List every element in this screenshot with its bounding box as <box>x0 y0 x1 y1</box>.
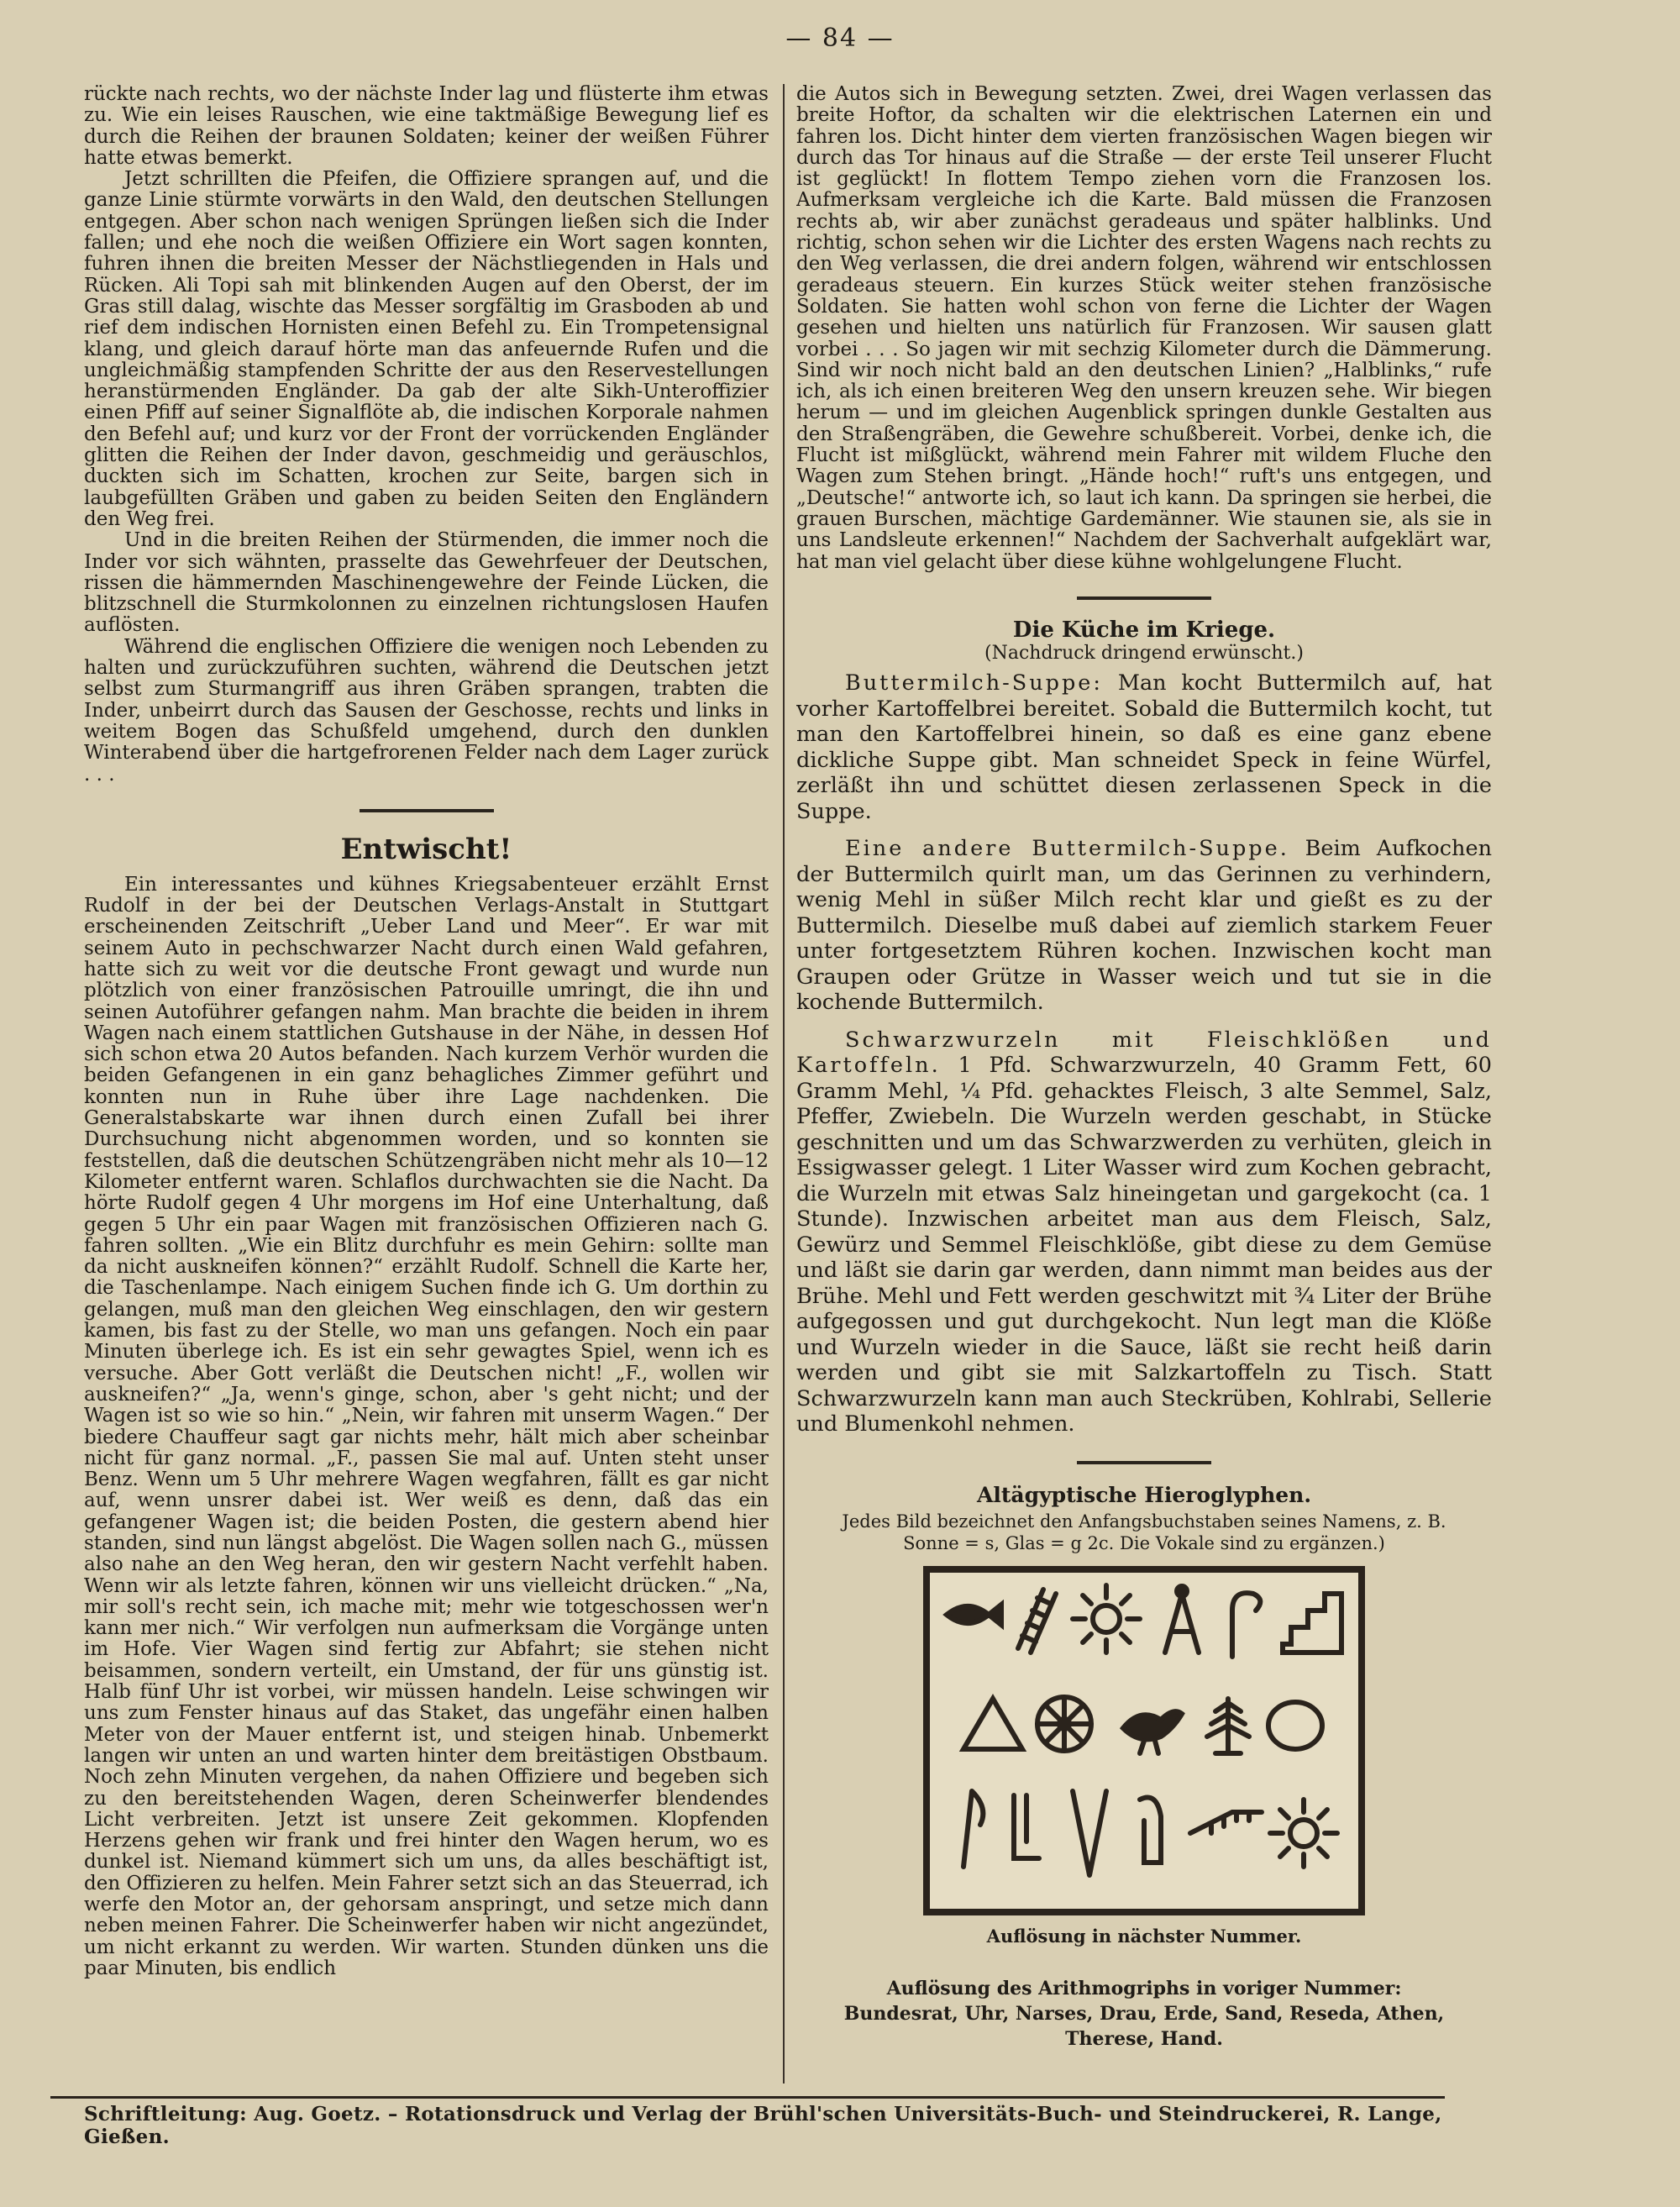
compass-icon <box>1165 1586 1199 1653</box>
fish-icon <box>947 1605 1001 1625</box>
section-divider <box>1077 596 1211 600</box>
hieroglyphs-desc-line: Jedes Bild bezeichnet den Anfangsbuchstaben seines Namens, z. B. <box>842 1511 1446 1532</box>
hieroglyphs-desc-line: Sonne = s, Glas = g 2c. Die Vokale sind zu ergänzen.) <box>903 1533 1385 1554</box>
solution-line: Bundesrat, Uhr, Narses, Drau, Erde, Sand, Reseda, Athen, <box>843 2002 1445 2025</box>
bottle-icon <box>1140 1798 1161 1863</box>
article-paragraph: Ein interessantes und kühnes Kriegsabenteuer erzählt Ernst Rudolf in der bei der Deutschen Verlags-Anstalt in Stuttgart erscheinenden Zeitschrift „Ueber Land und Meer“. Er war mit seinem Auto in pechschwarzer Nacht durch einen Wald gefahren, hatte sich zu weit vor die deutsche Front gewagt und wurde nun plötzlich von einer französischen Patrouille umringt, die ihn und seinen Autoführer gefangen nahm. Man brachte die beiden in ihrem Wagen nach einem stattlichen Gutshause in der Nähe, in dessen Hof sich schon etwa 20 Autos befanden. Nach kurzem Verhör wurden die beiden Gefangenen in ein ganz behagliches Zimmer geführt und konnten nun in Ruhe über ihre Lage nachdenken. Die Generalstabskarte war ihnen durch einen Zufall bei ihrer Durchsuchung nicht abgenommen worden, und so konnten sie feststellen, daß die deutschen Schützengräben nicht mehr als 10—12 Kilometer entfernt waren. Schlaflos durchwachten sie die Nacht. Da hörte Rudolf gegen 4 Uhr morgens im Hof eine Unterhaltung, daß gegen 5 Uhr ein paar Wagen mit französischen Offizieren nach G. fahren sollten. „Wie ein Blitz durchfuhr es mein Gehirn: sollte man da nicht auskneifen können?“ erzählt Rudolf. Schnell die Karte her, die Taschenlampe. Nach einigem Suchen finde ich G. Um dorthin zu gelangen, muß man den gleichen Weg einschlagen, den wir gestern kamen, bis fast zu der Stelle, wo man uns gefangen. Noch ein paar Minuten überlege ich. Es ist ein sehr gewagtes Spiel, wenn ich es versuche. Aber Gott verläßt die Deutschen nicht! „F., wollen wir auskneifen?“ „Ja, wenn's ginge, schon, aber 's geht nicht; und der Wagen ist so wie so hin.“ „Nein, wir fahren mit unserm Wagen.“ Der biedere Chauffeur sagt gar nichts mehr, hält mich aber scheinbar nicht für ganz normal. „F., passen Sie mal auf. Unten steht unser Benz. Wenn um 5 Uhr mehrere Wagen wegfahren, fällt es gar nicht auf, wenn unsrer dabei ist. Wer weiß es denn, daß das ein gefangener Wagen ist; die beiden Posten, die gestern abend hier standen, sind nun längst abgelöst. Die Wagen sollen nach G., müssen also nahe an den Weg heran, den wir gestern Nacht verfehlt haben. Wenn wir als letzte fahren, können wir uns vielleicht drücken.“ „Na, mir soll's recht sein, ich mache mit; mehr wie totgeschossen wer'n kann mer nich.“ Wir verfolgen nun aufmerksam die Vorgänge unten im Hofe. Vier Wagen sind fertig zur Abfahrt; sie stehen nicht beisammen, sondern verteilt, ein Umstand, der für uns günstig ist. Halb fünf Uhr ist vorbei, wir müssen handeln. Leise schwingen wir uns zum Fenster hinaus auf das Staket, das ungefähr einen halben Meter von der Mauer entfernt ist, und steigen hinab. Unbemerkt langen wir unten an und warten hinter dem breitästigen Obstbaum. Noch zehn Minuten vergehen, da nahen Offiziere und begeben sich zu den bereitstehenden Wagen, deren Scheinwerfer blendendes Licht verbreiten. Jetzt ist unsere Zeit gekommen. Klopfenden Herzens gehen wir frank und frei hinter den Wagen herum, wo es dunkel ist. Niemand kümmert sich um uns, da alles beschäftigt ist, den Offizieren zu helfen. Mein Fahrer setzt sich an das Steuerrad, ich werfe den Motor an, der gehorsam anspringt, und setze mich dann neben meinen Fahrer. Die Scheinwerfer haben wir nicht angezündet, um nicht erkannt zu werden. Wir warten. Stunden dünken uns die paar Minuten, bis endlich <box>84 873 769 1979</box>
article-continuation: die Autos sich in Bewegung setzten. Zwei, drei Wagen verlassen das breite Hoftor, da schalten wir die elektrischen Laternen ein und fahren los. Dicht hinter dem vierten französischen Wagen biegen wir durch das Tor hinaus auf die Straße — der erste Teil unserer Flucht ist geglückt! In flottem Tempo ziehen vorn die Franzosen los. Aufmerksam vergleiche ich die Karte. Bald müssen die Franzosen rechts ab, wir aber zunächst geradeaus und später halblinks. Und richtig, schon sehen wir die Lichter des ersten Wagens nach rechts zu den Weg verlassen, die drei andern folgen, während wir entschlossen geradeaus steuern. Ein kurzes Stück weiter stehen französische Soldaten. Sie hatten wohl schon von ferne die Lichter der Wagen gesehen und hielten uns natürlich für Franzosen. Wir sausen glatt vorbei . . . So jagen wir mit sechzig Kilometer durch die Dämmerung. Sind wir noch nicht bald an den deutschen Linien? „Halblinks,“ rufe ich, als ich einen breiteren Weg den unsern kreuzen sehe. Wir biegen herum — und im gleichen Augenblick springen dunkle Gestalten aus den Straßengräben, die Gewehre schußbereit. Vorbei, denke ich, die Flucht ist mißglückt, während mein Fahrer mit wildem Fluche den Wagen zum Stehen bringt. „Hände hoch!“ ruft's uns entgegen, und „Deutsche!“ antworte ich, so laut ich kann. Da springen sie herbei, die grauen Burschen, mächtige Gardemänner. Wie staunen sie, als sie in uns Landsleute erkennen!“ Nachdem der Sachverhalt aufgeklärt war, hat man viel gelacht über diese kühne wohlgelungene Flucht. <box>796 84 1492 573</box>
kitchen-note: (Nachdruck dringend erwünscht.) <box>984 643 1304 665</box>
story-paragraph: rückte nach rechts, wo der nächste Inder lag und flüsterte ihm etwas zu. Wie ein leises Rauschen, wie eine taktmäßige Bewegung lief es durch die Reihen der braunen Soldaten; keiner der weißen Führer hatte etwas bemerkt. <box>84 84 769 169</box>
recipe-text: Beim Aufkochen der Buttermilch quirlt man, um das Gerinnen zu verhindern, wenig Mehl in süßer Milch recht klar und gießt es zu der Buttermilch. Dieselbe muß dabei auf ziemlich starkem Feuer unter fortgesetztem Rühren kochen. Inzwischen kocht man Graupen oder Grütze in Wasser weich und tut sie in die kochende Buttermilch. <box>796 836 1492 1016</box>
triangle-icon <box>963 1699 1022 1749</box>
hieroglyph-puzzle-image <box>923 1566 1365 1915</box>
stairs-icon <box>1283 1594 1341 1653</box>
story-paragraph: Während die englischen Offiziere die wenigen noch Lebenden zu halten und zurückzuführen suchten, während die Deutschen jetzt selbst zum Sturmangriff aus ihren Gräben sprangen, trabten die Inder, unbeirrt durch das Sausen der Geschosse, rechts und links in weitem Bogen das Schußfeld umgehend, durch den dunklen Winterabend über die hartgefrorenen Felder nach dem Lager zurück . . . <box>84 635 769 786</box>
hieroglyphs-title: Altägyptische Hieroglyphen. <box>976 1482 1312 1507</box>
section-divider <box>360 809 494 812</box>
story-paragraph: Jetzt schrillten die Pfeifen, die Offiziere sprangen auf, und die ganze Linie stürmte vorwärts in den Wald, den deutschen Stellungen entgegen. Aber schon nach wenigen Sprüngen ließen sich die Inder fallen; und ehe noch die weißen Offiziere ein Wort sagen konnten, fuhren ihnen die breiten Messer der Nächstliegenden in Hals und Rücken. Ali Topi sah mit blinkenden Augen auf den Oberst, der im Gras still dalag, wischte das Messer sorgfältig im Grasboden ab und rief dem indischen Hornisten einen Befehl zu. Ein Trompetensignal klang, und gleich darauf hörte man das anfeuernde Rufen und die ungleichmäßig stampfenden Schritte der aus den Reservestellungen heranstürmenden Engländer. Da gab der alte Sikh-Unteroffizier einen Pfiff auf seiner Signalflöte ab, die indischen Korporale nahmen den Befehl auf; und kurz vor der Front der vorrückenden Engländer glitten die Reihen der Inder davon, geschmeidig und geräuschlos, duckten sich im Schatten, krochen zur Seite, bargen sich in laubgefüllten Gräben und gaben zu beiden Seiten den Engländern den Weg frei. <box>84 168 769 530</box>
ring-icon <box>1268 1702 1322 1749</box>
recipe-name: Buttermilch-Suppe: <box>845 670 1103 696</box>
recipe-item <box>796 670 1492 824</box>
recipe-item <box>796 836 1492 1016</box>
page-number: — 84 — <box>785 24 895 53</box>
kitchen-title: Die Küche im Kriege. <box>1012 617 1276 643</box>
solution-line: Therese, Hand. <box>1065 2027 1223 2050</box>
recipe-text: Man kocht Buttermilch auf, hat vorher Kartoffelbrei bereitet. Sobald die Buttermilch kocht, tut man den Kartoffelbrei hinein, so daß es eine ganz ebene dickliche Suppe gibt. Man schneidet Speck in feine Würfel, zerläßt ihn und schüttet diesen zerlassenen Speck in die Suppe. <box>796 670 1492 824</box>
sun-icon <box>1270 1800 1337 1867</box>
recipe-item <box>796 1027 1492 1437</box>
story-paragraph: Und in die breiten Reihen der Stürmenden, die immer noch die Inder vor sich wähnten, prasselte das Gewehrfeuer der Deutschen, rissen die hämmernden Maschinengewehre der Feinde Lücken, die blitzschnell die Sturmkolonnen zu einzelnen richtungslosen Haufen auflösten. <box>84 529 769 637</box>
section-divider <box>1077 1461 1211 1464</box>
footer-rule <box>50 2096 1445 2099</box>
comb-icon <box>1190 1812 1262 1833</box>
boot-icon <box>1014 1795 1039 1858</box>
previous-solution <box>796 1976 1492 2052</box>
bird-icon <box>1123 1711 1182 1753</box>
recipe-name: Eine andere Buttermilch-Suppe. <box>845 836 1289 862</box>
hieroglyphs-caption: Auflösung in nächster Nummer. <box>986 1926 1302 1947</box>
tree-icon <box>1207 1699 1249 1753</box>
sun-icon <box>1073 1585 1140 1653</box>
left-column <box>84 84 769 2088</box>
wheel-icon <box>1037 1697 1091 1751</box>
column-divider <box>783 84 785 2084</box>
right-column <box>796 84 1492 2134</box>
hook-icon <box>1232 1593 1260 1657</box>
ladder-icon <box>1018 1590 1056 1653</box>
recipe-list <box>796 670 1492 1437</box>
recipe-text: 1 Pfd. Schwarzwurzeln, 40 Gramm Fett, 60 Gramm Mehl, ¼ Pfd. gehacktes Fleisch, 3 alte Semmel, Salz, Pfeffer, Zwiebeln. Die Wurzeln werden geschabt, in Stücke geschnitten und um das Schwarzwerden zu verhüten, gleich in Essigwasser gelegt. 1 Liter Wasser wird zum Kochen gebracht, die Wurzeln mit etwas Salz hineingetan und gargekocht (ca. 1 Stunde). Inzwischen arbeitet man aus dem Fleisch, Salz, Gewürz und Semmel Fleischklöße, gibt diese zu dem Gemüse und läßt sie darin gar werden, dann nimmt man beides aus der Brühe. Mehl und Fett werden geschwitzt mit ¾ Liter der Brühe aufgegossen und gut durchgekocht. Nun legt man die Klöße und Wurzeln wieder in die Sauce, läßt sie recht heiß darin werden und gibt sie mit Salzkartoffeln zu Tisch. Statt Schwarzwurzeln kann man auch Steckrüben, Kohlrabi, Sellerie und Blumenkohl nehmen. <box>796 1053 1492 1437</box>
hand-icon <box>963 1791 983 1867</box>
article-title: Entwischt! <box>340 832 512 866</box>
recipe-name: Schwarzwurzeln mit Fleischklößen und Kartoffeln. <box>796 1027 1492 1079</box>
hieroglyphs-description <box>796 1511 1492 1554</box>
hieroglyph-puzzle-svg <box>930 1573 1358 1909</box>
footer-imprint: Schriftleitung: Aug. Goetz. – Rotationsdruck und Verlag der Brühl'schen Universitäts-Buch- und Steindruckerei, R. Lange, Gießen. <box>84 2103 1442 2148</box>
pliers-icon <box>1073 1791 1106 1875</box>
solution-line: Auflösung des Arithmogriphs in voriger Nummer: <box>886 1977 1402 1999</box>
